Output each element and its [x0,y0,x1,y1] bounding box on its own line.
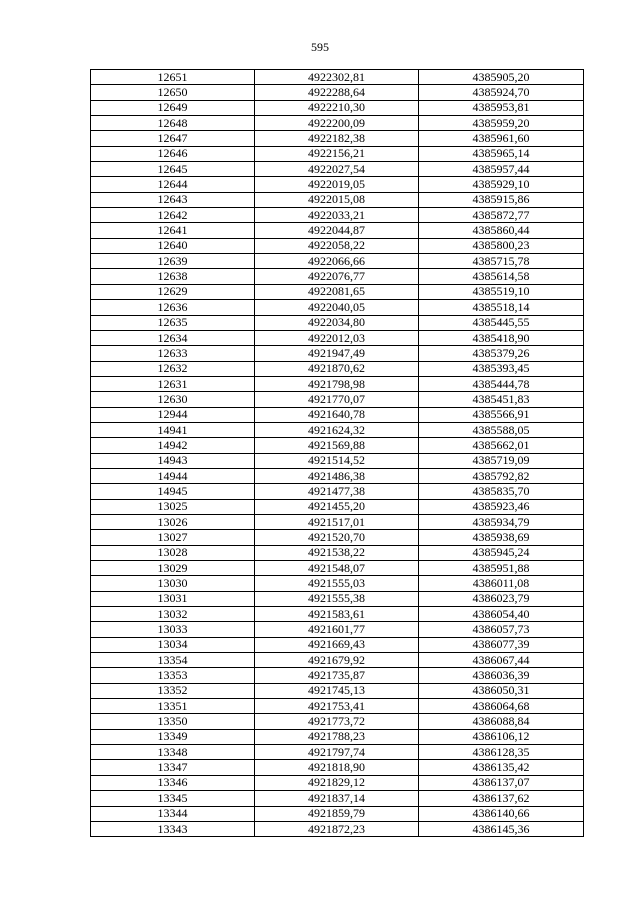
x-coordinate-cell: 4922019,05 [255,177,419,192]
y-coordinate-cell: 4385379,26 [419,346,584,361]
point-number-cell: 13354 [91,653,255,668]
y-coordinate-cell: 4385923,46 [419,499,584,514]
x-coordinate-cell: 4921859,79 [255,806,419,821]
table-row [91,591,584,606]
x-coordinate-cell: 4921745,13 [255,683,419,698]
point-number-cell: 13348 [91,745,255,760]
x-coordinate-cell: 4921514,52 [255,453,419,468]
y-coordinate-cell: 4385945,24 [419,545,584,560]
point-number-cell: 12631 [91,376,255,391]
table-row [91,438,584,453]
x-coordinate-cell: 4921555,38 [255,591,419,606]
y-coordinate-cell: 4385662,01 [419,438,584,453]
y-coordinate-cell: 4386145,36 [419,821,584,836]
table-row [91,300,584,315]
table-row [91,330,584,345]
table-row [91,607,584,622]
point-number-cell: 13352 [91,683,255,698]
table-row [91,407,584,422]
point-number-cell: 13343 [91,821,255,836]
y-coordinate-cell: 4385905,20 [419,70,584,85]
x-coordinate-cell: 4921548,07 [255,561,419,576]
table-row [91,637,584,652]
table-row [91,653,584,668]
x-coordinate-cell: 4921624,32 [255,422,419,437]
x-coordinate-cell: 4921870,62 [255,361,419,376]
table-row [91,238,584,253]
table-row [91,376,584,391]
y-coordinate-cell: 4386011,08 [419,576,584,591]
point-number-cell: 12635 [91,315,255,330]
point-number-cell: 12641 [91,223,255,238]
table-row [91,85,584,100]
y-coordinate-cell: 4386088,84 [419,714,584,729]
y-coordinate-cell: 4385444,78 [419,376,584,391]
y-coordinate-cell: 4386128,35 [419,745,584,760]
table-row [91,116,584,131]
point-number-cell: 13346 [91,775,255,790]
x-coordinate-cell: 4922058,22 [255,238,419,253]
table-row [91,514,584,529]
x-coordinate-cell: 4921679,92 [255,653,419,668]
y-coordinate-cell: 4385518,14 [419,300,584,315]
y-coordinate-cell: 4385800,23 [419,238,584,253]
y-coordinate-cell: 4385938,69 [419,530,584,545]
point-number-cell: 12636 [91,300,255,315]
point-number-cell: 13027 [91,530,255,545]
y-coordinate-cell: 4385959,20 [419,116,584,131]
table-row [91,821,584,836]
x-coordinate-cell: 4921872,23 [255,821,419,836]
point-number-cell: 13031 [91,591,255,606]
coordinates-table [90,69,584,837]
point-number-cell: 12645 [91,162,255,177]
y-coordinate-cell: 4385957,44 [419,162,584,177]
x-coordinate-cell: 4922210,30 [255,100,419,115]
point-number-cell: 12632 [91,361,255,376]
point-number-cell: 13032 [91,607,255,622]
point-number-cell: 14944 [91,468,255,483]
table-row [91,422,584,437]
point-number-cell: 12634 [91,330,255,345]
table-row [91,729,584,744]
y-coordinate-cell: 4386036,39 [419,668,584,683]
y-coordinate-cell: 4385872,77 [419,208,584,223]
x-coordinate-cell: 4922200,09 [255,116,419,131]
x-coordinate-cell: 4922288,64 [255,85,419,100]
x-coordinate-cell: 4922076,77 [255,269,419,284]
x-coordinate-cell: 4921520,70 [255,530,419,545]
point-number-cell: 12633 [91,346,255,361]
table-row [91,468,584,483]
y-coordinate-cell: 4386050,31 [419,683,584,698]
point-number-cell: 13344 [91,806,255,821]
x-coordinate-cell: 4922027,54 [255,162,419,177]
x-coordinate-cell: 4921486,38 [255,468,419,483]
x-coordinate-cell: 4921829,12 [255,775,419,790]
point-number-cell: 12644 [91,177,255,192]
y-coordinate-cell: 4386137,62 [419,791,584,806]
y-coordinate-cell: 4386057,73 [419,622,584,637]
table-row [91,254,584,269]
x-coordinate-cell: 4921640,78 [255,407,419,422]
y-coordinate-cell: 4385929,10 [419,177,584,192]
y-coordinate-cell: 4385451,83 [419,392,584,407]
point-number-cell: 13353 [91,668,255,683]
y-coordinate-cell: 4385719,09 [419,453,584,468]
point-number-cell: 12651 [91,70,255,85]
x-coordinate-cell: 4921753,41 [255,699,419,714]
y-coordinate-cell: 4385588,05 [419,422,584,437]
table-row [91,775,584,790]
point-number-cell: 12640 [91,238,255,253]
y-coordinate-cell: 4385519,10 [419,284,584,299]
x-coordinate-cell: 4921798,98 [255,376,419,391]
y-coordinate-cell: 4386067,44 [419,653,584,668]
point-number-cell: 13025 [91,499,255,514]
x-coordinate-cell: 4921569,88 [255,438,419,453]
y-coordinate-cell: 4385792,82 [419,468,584,483]
x-coordinate-cell: 4921947,49 [255,346,419,361]
x-coordinate-cell: 4922040,05 [255,300,419,315]
y-coordinate-cell: 4385393,45 [419,361,584,376]
x-coordinate-cell: 4921601,77 [255,622,419,637]
point-number-cell: 12639 [91,254,255,269]
table-row [91,806,584,821]
x-coordinate-cell: 4921818,90 [255,760,419,775]
x-coordinate-cell: 4921735,87 [255,668,419,683]
table-row [91,561,584,576]
x-coordinate-cell: 4922033,21 [255,208,419,223]
table-row [91,545,584,560]
table-row [91,714,584,729]
point-number-cell: 13034 [91,637,255,652]
x-coordinate-cell: 4921538,22 [255,545,419,560]
y-coordinate-cell: 4385951,88 [419,561,584,576]
table-row [91,530,584,545]
y-coordinate-cell: 4385961,60 [419,131,584,146]
point-number-cell: 13029 [91,561,255,576]
x-coordinate-cell: 4922015,08 [255,192,419,207]
table-row [91,315,584,330]
table-row [91,192,584,207]
y-coordinate-cell: 4385614,58 [419,269,584,284]
table-row [91,668,584,683]
y-coordinate-cell: 4385715,78 [419,254,584,269]
x-coordinate-cell: 4921455,20 [255,499,419,514]
table-row [91,346,584,361]
x-coordinate-cell: 4921788,23 [255,729,419,744]
y-coordinate-cell: 4386106,12 [419,729,584,744]
y-coordinate-cell: 4385566,91 [419,407,584,422]
x-coordinate-cell: 4922034,80 [255,315,419,330]
point-number-cell: 12642 [91,208,255,223]
point-number-cell: 13026 [91,514,255,529]
y-coordinate-cell: 4386137,07 [419,775,584,790]
y-coordinate-cell: 4386023,79 [419,591,584,606]
table-row [91,284,584,299]
point-number-cell: 12649 [91,100,255,115]
table-row [91,484,584,499]
x-coordinate-cell: 4922044,87 [255,223,419,238]
y-coordinate-cell: 4386140,66 [419,806,584,821]
y-coordinate-cell: 4385860,44 [419,223,584,238]
table-row [91,131,584,146]
table-row [91,146,584,161]
table-row [91,760,584,775]
x-coordinate-cell: 4922081,65 [255,284,419,299]
y-coordinate-cell: 4386064,68 [419,699,584,714]
point-number-cell: 12944 [91,407,255,422]
y-coordinate-cell: 4385934,79 [419,514,584,529]
table-row [91,791,584,806]
table-row [91,177,584,192]
x-coordinate-cell: 4921770,07 [255,392,419,407]
x-coordinate-cell: 4921773,72 [255,714,419,729]
x-coordinate-cell: 4922066,66 [255,254,419,269]
x-coordinate-cell: 4922012,03 [255,330,419,345]
table-row [91,208,584,223]
table-row [91,361,584,376]
y-coordinate-cell: 4386077,39 [419,637,584,652]
point-number-cell: 12638 [91,269,255,284]
x-coordinate-cell: 4922182,38 [255,131,419,146]
table-row [91,162,584,177]
point-number-cell: 12629 [91,284,255,299]
y-coordinate-cell: 4386135,42 [419,760,584,775]
y-coordinate-cell: 4385965,14 [419,146,584,161]
y-coordinate-cell: 4385924,70 [419,85,584,100]
table-row [91,576,584,591]
point-number-cell: 12648 [91,116,255,131]
table-row [91,699,584,714]
point-number-cell: 13349 [91,729,255,744]
point-number-cell: 13347 [91,760,255,775]
point-number-cell: 12643 [91,192,255,207]
table-row [91,745,584,760]
table-row [91,392,584,407]
point-number-cell: 13030 [91,576,255,591]
point-number-cell: 12630 [91,392,255,407]
point-number-cell: 14945 [91,484,255,499]
y-coordinate-cell: 4386054,40 [419,607,584,622]
x-coordinate-cell: 4921517,01 [255,514,419,529]
point-number-cell: 13351 [91,699,255,714]
x-coordinate-cell: 4921837,14 [255,791,419,806]
point-number-cell: 13033 [91,622,255,637]
x-coordinate-cell: 4921477,38 [255,484,419,499]
y-coordinate-cell: 4385915,86 [419,192,584,207]
y-coordinate-cell: 4385418,90 [419,330,584,345]
point-number-cell: 13345 [91,791,255,806]
coordinates-table-body [91,70,584,837]
page-number: 595 [311,40,329,54]
y-coordinate-cell: 4385953,81 [419,100,584,115]
x-coordinate-cell: 4921669,43 [255,637,419,652]
x-coordinate-cell: 4921797,74 [255,745,419,760]
point-number-cell: 13028 [91,545,255,560]
y-coordinate-cell: 4385835,70 [419,484,584,499]
table-row [91,223,584,238]
table-row [91,683,584,698]
point-number-cell: 14943 [91,453,255,468]
table-row [91,100,584,115]
x-coordinate-cell: 4921583,61 [255,607,419,622]
y-coordinate-cell: 4385445,55 [419,315,584,330]
table-row [91,269,584,284]
point-number-cell: 14942 [91,438,255,453]
table-row [91,453,584,468]
x-coordinate-cell: 4922156,21 [255,146,419,161]
point-number-cell: 14941 [91,422,255,437]
table-row [91,70,584,85]
x-coordinate-cell: 4922302,81 [255,70,419,85]
point-number-cell: 12650 [91,85,255,100]
table-row [91,622,584,637]
x-coordinate-cell: 4921555,03 [255,576,419,591]
point-number-cell: 12647 [91,131,255,146]
point-number-cell: 13350 [91,714,255,729]
point-number-cell: 12646 [91,146,255,161]
table-row [91,499,584,514]
